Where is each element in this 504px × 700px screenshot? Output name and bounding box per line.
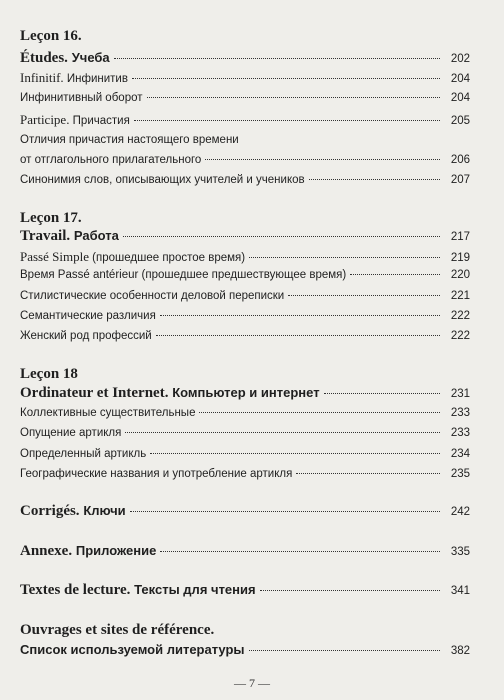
entry-title-fr: Études. — [20, 50, 68, 66]
dot-leader — [147, 97, 441, 98]
entry-title-ru: Тексты для чтения — [134, 582, 256, 597]
page-number: 205 — [450, 115, 470, 127]
page-number: 219 — [450, 252, 470, 264]
lesson-17-heading: Leçon 17. — [20, 210, 82, 226]
dot-leader — [123, 236, 440, 237]
entry-title-ru: Работа — [73, 228, 119, 243]
toc-entry[interactable] — [20, 330, 470, 342]
dot-leader — [260, 590, 440, 591]
dot-leader — [249, 257, 440, 258]
page-number: 204 — [450, 73, 470, 85]
page-number: 222 — [450, 330, 470, 342]
toc-entry[interactable] — [20, 290, 470, 302]
page-number: 231 — [450, 388, 470, 400]
entry-title-ru: Географические названия и употребление артикля — [20, 468, 293, 480]
entry-title-ru: Инфинитив — [63, 73, 128, 85]
page-number: 233 — [450, 407, 470, 419]
page-number: 222 — [450, 310, 470, 322]
entry-title-ru: от отглагольного прилагательного — [20, 154, 202, 166]
toc-entry[interactable] — [20, 427, 470, 439]
entry-title-ru: Инфинитивный оборот — [20, 92, 143, 104]
dot-leader — [160, 315, 440, 316]
toc-entry[interactable] — [20, 112, 470, 128]
toc-entry[interactable] — [20, 249, 470, 265]
entry-title-ru: Опущение артикля — [20, 427, 122, 439]
page-number: 234 — [450, 448, 470, 460]
toc-entry-annexe[interactable] — [20, 543, 470, 560]
page-number: 202 — [450, 53, 470, 65]
entry-title-ru: Семантические различия — [20, 310, 156, 322]
page-number: 341 — [450, 585, 470, 597]
toc-entry[interactable] — [20, 448, 470, 460]
page-number: 217 — [450, 231, 470, 243]
dot-leader — [249, 650, 440, 651]
toc-entry[interactable] — [20, 310, 470, 322]
toc-entry[interactable] — [20, 92, 470, 104]
entry-title-ru: (прошедшее простое время) — [88, 252, 246, 264]
dot-leader — [324, 393, 440, 394]
toc-entry-references[interactable] — [20, 642, 470, 659]
entry-title-ru: Ключи — [83, 503, 126, 518]
entry-title-ru: Женский род профессий — [20, 330, 152, 342]
dot-leader — [156, 335, 440, 336]
page-number: 235 — [450, 468, 470, 480]
dot-leader — [309, 179, 440, 180]
toc-entry[interactable] — [20, 154, 470, 166]
dot-leader — [150, 453, 440, 454]
dot-leader — [296, 473, 440, 474]
entry-title-ru: Определенный артикль — [20, 448, 147, 460]
entry-title-fr: Passé Simple — [20, 249, 89, 264]
dot-leader — [125, 432, 440, 433]
entry-title-ru: Время Passé antérieur (прошедшее предшествующее время) — [20, 269, 347, 281]
page-number: 206 — [450, 154, 470, 166]
page-number: 233 — [450, 427, 470, 439]
toc-entry[interactable] — [20, 174, 470, 186]
dot-leader — [160, 551, 440, 552]
toc-entry[interactable] — [20, 407, 470, 419]
page-number: 220 — [450, 269, 470, 281]
dot-leader — [130, 511, 440, 512]
dot-leader — [134, 120, 440, 121]
page-number: 242 — [450, 506, 470, 518]
entry-title-ru: Стилистические особенности деловой переписки — [20, 290, 285, 302]
dot-leader — [114, 58, 440, 59]
entry-title-ru: Причастия — [69, 115, 130, 127]
entry-title-fr: Infinitif. — [20, 70, 64, 85]
toc-entry-line — [20, 134, 470, 146]
entry-title-ru: Учеба — [71, 50, 110, 65]
toc-entry[interactable] — [20, 70, 470, 86]
toc-entry-ordinateur[interactable] — [20, 385, 470, 402]
dot-leader — [205, 159, 440, 160]
toc-entry[interactable] — [20, 468, 470, 480]
entry-title-fr: Corrigés. — [20, 503, 80, 519]
toc-entry-corriges[interactable] — [20, 503, 470, 520]
lesson-18-heading: Leçon 18 — [20, 366, 78, 382]
page-number: 204 — [450, 92, 470, 104]
dot-leader — [350, 274, 440, 275]
entry-title-ru: Коллективные существительные — [20, 407, 196, 419]
dot-leader — [199, 412, 440, 413]
page-number: 382 — [450, 645, 470, 657]
page-number: 221 — [450, 290, 470, 302]
entry-title-fr: Textes de lecture. — [20, 582, 131, 598]
toc-entry-travail[interactable] — [20, 228, 470, 245]
entry-title-fr: Travail. — [20, 228, 71, 244]
entry-title-ru: Компьютер и интернет — [172, 385, 320, 400]
toc-entry[interactable] — [20, 269, 470, 281]
entry-title-fr: Ordinateur et Internet. — [20, 385, 169, 401]
entry-title-fr: Annexe. — [20, 543, 73, 559]
page-number: 335 — [450, 546, 470, 558]
lesson-16-heading: Leçon 16. — [20, 28, 82, 44]
page-footer-number: — 7 — — [234, 676, 270, 690]
dot-leader — [288, 295, 440, 296]
entry-title-fr: Participe. — [20, 112, 70, 127]
entry-title-ru: Синонимия слов, описывающих учителей и учеников — [20, 174, 305, 186]
page-number: 207 — [450, 174, 470, 186]
entry-title-ru: Отличия причастия настоящего времени — [20, 134, 239, 146]
entry-title-ru: Список используемой литературы — [20, 642, 245, 657]
toc-entry-etudes[interactable] — [20, 50, 470, 67]
entry-title-ru: Приложение — [75, 543, 157, 558]
dot-leader — [132, 78, 440, 79]
references-heading-fr: Ouvrages et sites de référence. — [20, 622, 215, 638]
toc-entry-textes[interactable] — [20, 582, 470, 599]
